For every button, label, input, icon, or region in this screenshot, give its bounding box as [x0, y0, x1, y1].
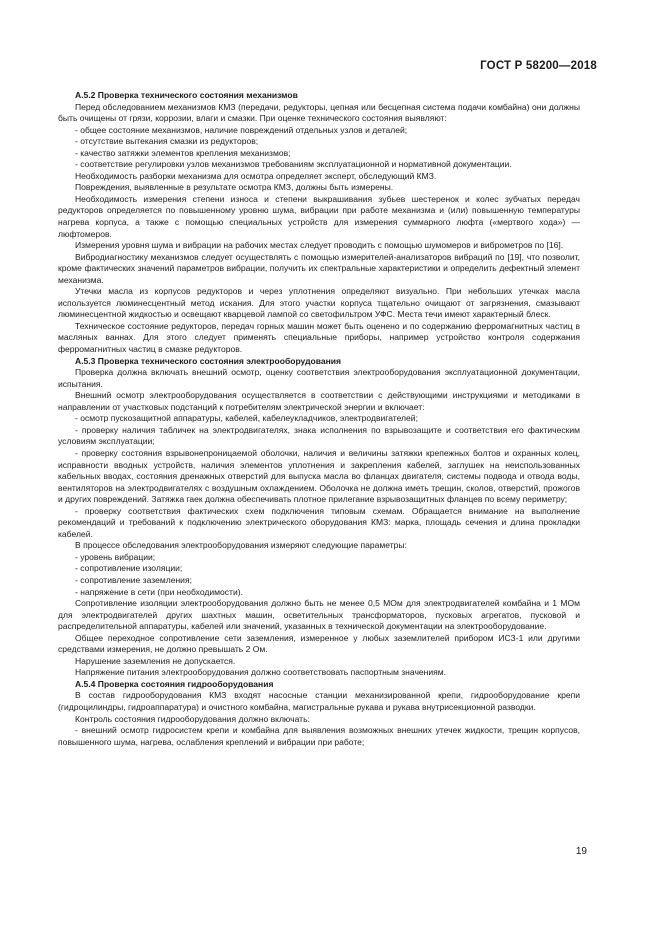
paragraph: В процессе обследования электрооборудования измеряют следующие параметры: — [75, 540, 407, 551]
paragraph: В состав гидрооборудования КМЗ входят насосные станции механизированной крепи, гидрооборудование крепи (гидроцилиндры, гидроаппаратура) и очистного комбайна, магистральные рукава и рукава внутрисекционной разводки. — [58, 690, 580, 712]
list-item: - сопротивление изоляции; — [75, 563, 183, 574]
list-item: - качество затяжки элементов крепления механизмов; — [75, 147, 291, 158]
paragraph: Измерения уровня шума и вибрации на рабочих местах следует проводить с помощью шумомеров и виброметров по [16]. — [75, 240, 564, 251]
paragraph: Утечки масла из корпусов редукторов и через уплотнения определяют визуально. При небольших утечках масла используется люминесцентный метод искания. Для этого участки корпуса тщательно очищают от загрязнения, смазывают люминесцентной жидкостью и освещают кварцевой лампой со светофильтром УФС. Места течи имеют характерный блеск. — [58, 286, 580, 320]
list-item: - уровень вибрации; — [75, 551, 156, 562]
page-number: 19 — [575, 846, 587, 857]
paragraph: Общее переходное сопротивление сети заземления, измеренное у любых заземлителей прибором ИСЗ-1 или другими средствами измерения, не должно превышать 2 Ом. — [58, 632, 580, 655]
list-item: - напряжение в сети (при необходимости). — [75, 586, 243, 597]
paragraph: Контроль состояния гидрооборудования должно включать: — [75, 713, 310, 724]
paragraph: Перед обследованием механизмов КМЗ (передачи, редукторы, цепная или бесцепная система подачи комбайна) они должны быть очищены от грязи, коррозии, влаги и смазки. При оценке технического состояния выявляют: — [58, 101, 580, 124]
paragraph: Необходимость разборки механизма для осмотра определяет эксперт, обследующий КМЗ. — [75, 170, 437, 181]
paragraph: Необходимость измерения степени износа и степени выкрашивания зубьев шестеренок и колес зубчатых передач редукторов определяется по повышенному уровню шума, вибрации при работе механизма и (или) повышенную температуры нагрева корпуса, а также с помощью специальных устройств для измерения суммарного люфта («мертвого хода») — люфтомеров. — [58, 193, 580, 239]
document-body — [58, 90, 580, 748]
standard-header: ГОСТ Р 58200—2018 — [480, 60, 597, 72]
section-heading: А.5.4 Проверка состояния гидрооборудования — [75, 678, 274, 689]
list-item: - проверку наличия табличек на электродвигателях, знака исполнения по взрывозащите и соответствия его фактическим условиям эксплуатации; — [58, 424, 580, 447]
list-item: - общее состояние механизмов, наличие повреждений отдельных узлов и деталей; — [75, 124, 408, 135]
paragraph: Внешний осмотр электрооборудования осуществляется в соответствии с действующими инструкциями и методиками в направлении от участковых подстанций к потребителям электрической энергии и включает: — [58, 390, 580, 412]
paragraph: Сопротивление изоляции электрооборудования должно быть не менее 0,5 МОм для электродвигателей комбайна и 1 МОм для электродвигателей других шахтных машин, осветительных трансформаторов, пусковых агрегатов, пусковой и распределительной аппаратуры, кабелей или значений, указанных в технической документации на электрооборудование. — [58, 598, 580, 632]
list-item: - осмотр пускозащитной аппаратуры, кабелей, кабелеукладчиков, электродвигателей; — [75, 413, 418, 424]
section-heading: А.5.2 Проверка технического состояния механизмов — [75, 90, 298, 100]
list-item: - соответствие регулировки узлов механизмов требованиям эксплуатационной и нормативной документации. — [75, 159, 512, 170]
paragraph: Нарушение заземления не допускается. — [75, 655, 236, 666]
paragraph: Проверка должна включать внешний осмотр, оценку соответствия электрооборудования эксплуатационной документации, испытания. — [58, 367, 580, 389]
list-item: - отсутствие вытекания смазки из редукторов; — [75, 136, 259, 147]
list-item: - проверку состояния взрывонепроницаемой оболочки, наличия и величины затяжки крепежных болтов и охранных колец, исправности вводных устройств, наличия элементов уплотнения и закрепления кабелей, заглушек на неиспользованных кабельных вводах, состояния дренажных отверстий для выпуска масла во фланцах двигателя, системы подвода и отвода воды, вентиляторов на электродвигателях с воздушным охлаждением. Оболочка не должна иметь трещин, сколов, отверстий, прожогов и других повреждений. Затяжка гаек должна обеспечивать плотное прилегание взрывозащитных фланцев по всему периметру; — [58, 447, 580, 505]
paragraph: Напряжение питания электрооборудования должно соответствовать паспортным значениям. — [75, 667, 447, 678]
list-item: - проверку соответствия фактических схем подключения типовым схемам. Обращается внимание на выполнение рекомендаций и требований к подключению электрического оборудования КМЗ: марка, площадь сечения и длина прокладки кабелей. — [58, 505, 580, 539]
list-item: - сопротивление заземления; — [75, 574, 192, 585]
paragraph: Вибродиагностику механизмов следует осуществлять с помощью измерителей-анализаторов вибраций по [19], что позволит, кроме фактических значений параметров вибрации, получить их спектральные характеристики и определить дефектный элемент механизма. — [58, 251, 580, 285]
paragraph: Повреждения, выявленные в результате осмотра КМЗ, должны быть измерены. — [75, 182, 394, 193]
section-heading: А.5.3 Проверка технического состояния электрооборудования — [75, 355, 342, 366]
list-item: - внешний осмотр гидросистем крепи и комбайна для выявления возможных внешних утечек жидкости, трещин корпусов, повышенного шума, нагрева, ослабления креплений и вибрации при работе; — [58, 725, 580, 747]
paragraph: Техническое состояние редукторов, передач горных машин может быть оценено и по содержанию ферромагнитных частиц в масляных ваннах. Для этого следует применять специальные приборы, например устройство контроля содержания ферромагнитных частиц в смазке редукторов. — [58, 320, 580, 355]
